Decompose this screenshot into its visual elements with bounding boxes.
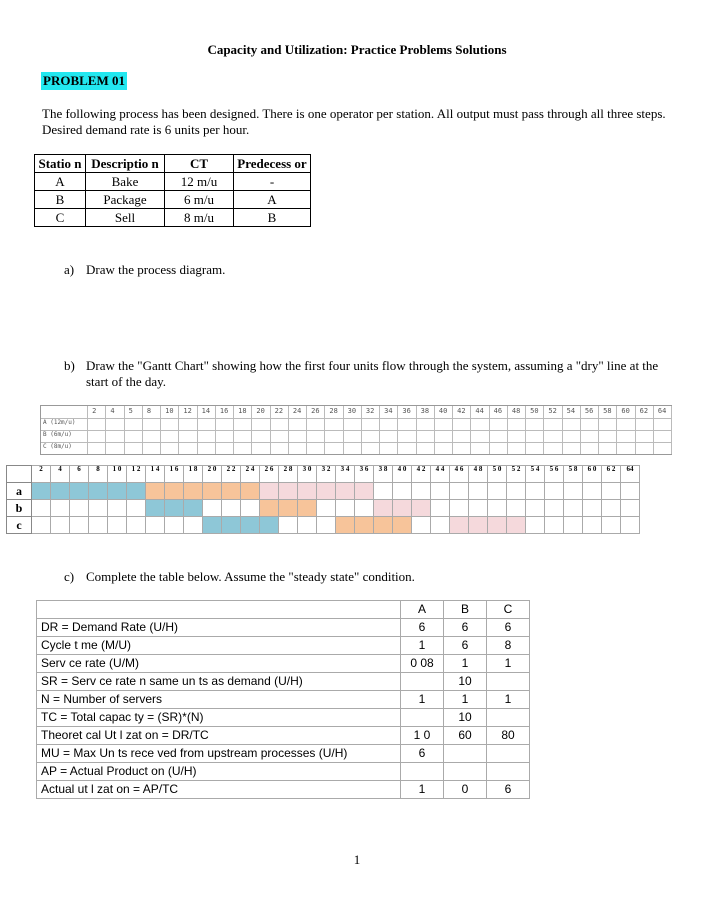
- gantt-tick: 1 0: [108, 466, 127, 483]
- gantt-blank-tick: 14: [201, 407, 211, 415]
- gantt-empty-cell: [222, 500, 241, 517]
- row-label: MU = Max Un ts rece ved from upstream processes (U/H): [37, 745, 401, 763]
- gantt-empty-cell: [583, 517, 602, 534]
- question-b: [64, 358, 676, 390]
- gantt-bar-cell: [450, 517, 469, 534]
- cell: 6: [444, 637, 487, 655]
- gantt-empty-cell: [70, 517, 89, 534]
- gantt-empty-cell: [393, 483, 412, 500]
- gantt-blank-col-line: [288, 406, 289, 454]
- gantt-row: [7, 500, 640, 517]
- gantt-blank-row-label: B (6m/u): [43, 431, 72, 438]
- gantt-blank-col-line: [87, 406, 88, 454]
- gantt-blank-col-line: [653, 406, 654, 454]
- gantt-empty-cell: [431, 517, 450, 534]
- cell: B: [234, 209, 311, 227]
- gantt-bar-cell: [70, 483, 89, 500]
- table-row: [37, 673, 530, 691]
- table-row: [35, 173, 311, 191]
- question-a: [64, 262, 676, 278]
- gantt-tick: 1 8: [184, 466, 203, 483]
- table-row: [37, 619, 530, 637]
- gantt-blank-row-line: [41, 442, 671, 443]
- gantt-blank-tick: 18: [238, 407, 247, 415]
- gantt-tick: 8: [89, 466, 108, 483]
- gantt-empty-cell: [32, 500, 51, 517]
- gantt-empty-cell: [336, 500, 355, 517]
- gantt-corner: [7, 466, 32, 483]
- cell: 6: [487, 781, 530, 799]
- gantt-empty-cell: [545, 517, 564, 534]
- gantt-empty-cell: [355, 500, 374, 517]
- cell: C: [35, 209, 86, 227]
- gantt-bar-cell: [89, 483, 108, 500]
- gantt-bar-cell: [241, 517, 260, 534]
- gantt-blank-row-line: [41, 430, 671, 431]
- table-row: [35, 209, 311, 227]
- question-c-label: c): [64, 569, 75, 584]
- gantt-blank-tick: 12: [183, 407, 192, 415]
- gantt-blank-row-label: C (8m/u): [43, 443, 72, 450]
- gantt-blank-tick: 60: [621, 407, 630, 415]
- gantt-tick: 2 8: [279, 466, 298, 483]
- gantt-empty-cell: [127, 517, 146, 534]
- description-header: Descriptio n: [86, 155, 165, 173]
- cell: 1 0: [401, 727, 444, 745]
- gantt-blank-tick: 8: [146, 407, 152, 415]
- gantt-bar-cell: [298, 500, 317, 517]
- page-title: Capacity and Utilization: Practice Problems Solutions: [207, 42, 507, 57]
- gantt-blank-tick: 56: [584, 407, 594, 415]
- gantt-row: [7, 483, 640, 500]
- gantt-bar-cell: [279, 500, 298, 517]
- gantt-tick: 1 2: [127, 466, 146, 483]
- cell: [444, 763, 487, 781]
- gantt-empty-cell: [412, 483, 431, 500]
- gantt-empty-cell: [146, 517, 165, 534]
- gantt-bar-cell: [412, 500, 431, 517]
- table-row: [35, 191, 311, 209]
- gantt-tick: 1 4: [146, 466, 165, 483]
- cell: 1: [401, 781, 444, 799]
- cell: 1: [401, 691, 444, 709]
- gantt-bar-cell: [146, 483, 165, 500]
- cell: 0 08: [401, 655, 444, 673]
- gantt-bar-cell: [241, 483, 260, 500]
- predecessor-header: Predecess or: [234, 155, 311, 173]
- gantt-blank-col-line: [489, 406, 490, 454]
- gantt-empty-cell: [621, 517, 640, 534]
- gantt-empty-cell: [450, 483, 469, 500]
- gantt-blank-tick: 42: [457, 407, 466, 415]
- gantt-bar-cell: [355, 517, 374, 534]
- gantt-empty-cell: [583, 500, 602, 517]
- gantt-bar-cell: [279, 483, 298, 500]
- gantt-empty-cell: [602, 483, 621, 500]
- gantt-blank-col-line: [580, 406, 581, 454]
- cell: 6: [487, 619, 530, 637]
- calc-header-b: B: [444, 601, 487, 619]
- gantt-bar-cell: [393, 517, 412, 534]
- gantt-empty-cell: [317, 500, 336, 517]
- gantt-empty-cell: [488, 483, 507, 500]
- row-label: AP = Actual Product on (U/H): [37, 763, 401, 781]
- gantt-blank-tick: 52: [548, 407, 557, 415]
- cell: A: [35, 173, 86, 191]
- gantt-blank-col-line: [178, 406, 179, 454]
- gantt-blank-col-line: [470, 406, 471, 454]
- gantt-blank-tick: 38: [420, 407, 430, 415]
- gantt-empty-cell: [165, 517, 184, 534]
- cell: 60: [444, 727, 487, 745]
- cell: 1: [444, 691, 487, 709]
- cell: [487, 709, 530, 727]
- cell: 6 m/u: [165, 191, 234, 209]
- cell: 1: [487, 655, 530, 673]
- gantt-blank-tick: 62: [639, 407, 649, 415]
- row-label: Actual ut l zat on = AP/TC: [37, 781, 401, 799]
- gantt-tick: 5 8: [564, 466, 583, 483]
- gantt-tick: 3 2: [317, 466, 336, 483]
- gantt-blank-tick: 54: [566, 407, 576, 415]
- gantt-blank-tick: 48: [511, 407, 521, 415]
- table-row: [37, 727, 530, 745]
- row-label: Cycle t me (M/U): [37, 637, 401, 655]
- gantt-blank-tick: 32: [365, 407, 375, 415]
- gantt-bar-cell: [51, 483, 70, 500]
- cell: B: [35, 191, 86, 209]
- gantt-tick: 3 4: [336, 466, 355, 483]
- cell: 80: [487, 727, 530, 745]
- intro-paragraph: The following process has been designed. There is one operator per station. All output must pass through all three steps. Desired demand rate is 6 units per hour.: [42, 106, 666, 137]
- gantt-empty-cell: [184, 517, 203, 534]
- gantt-blank-tick: 4: [110, 407, 115, 415]
- page-number: 1: [353, 852, 361, 867]
- gantt-empty-cell: [279, 517, 298, 534]
- cell: -: [234, 173, 311, 191]
- table-row: [37, 691, 530, 709]
- gantt-blank-tick: 24: [292, 407, 302, 415]
- row-label: DR = Demand Rate (U/H): [37, 619, 401, 637]
- cell: Sell: [86, 209, 165, 227]
- gantt-empty-cell: [298, 517, 317, 534]
- station-header: Statio n: [35, 155, 86, 173]
- gantt-blank-col-line: [197, 406, 198, 454]
- gantt-empty-cell: [602, 517, 621, 534]
- gantt-tick: 5 0: [488, 466, 507, 483]
- gantt-empty-cell: [51, 500, 70, 517]
- cell: [401, 763, 444, 781]
- gantt-empty-cell: [431, 500, 450, 517]
- gantt-tick: 4 0: [393, 466, 412, 483]
- gantt-bar-cell: [260, 483, 279, 500]
- question-a-label: a): [64, 262, 75, 277]
- gantt-bar-cell: [393, 500, 412, 517]
- gantt-blank-col-line: [507, 406, 508, 454]
- gantt-bar-cell: [184, 483, 203, 500]
- row-label: Theoret cal Ut l zat on = DR/TC: [37, 727, 401, 745]
- gantt-row-label: c: [7, 517, 32, 534]
- gantt-empty-cell: [241, 500, 260, 517]
- row-label: TC = Total capac ty = (SR)*(N): [37, 709, 401, 727]
- gantt-empty-cell: [545, 500, 564, 517]
- gantt-bar-cell: [184, 500, 203, 517]
- station-table: [34, 154, 311, 227]
- calc-header-c: C: [487, 601, 530, 619]
- gantt-blank-col-line: [215, 406, 216, 454]
- gantt-tick: 1 6: [165, 466, 184, 483]
- gantt-empty-cell: [89, 517, 108, 534]
- gantt-bar-cell: [336, 483, 355, 500]
- calculation-table: [36, 600, 530, 799]
- cell: 1: [401, 637, 444, 655]
- gantt-blank-col-line: [270, 406, 271, 454]
- gantt-empty-cell: [526, 483, 545, 500]
- gantt-empty-cell: [469, 500, 488, 517]
- gantt-bar-cell: [507, 517, 526, 534]
- gantt-tick: 4 4: [431, 466, 450, 483]
- gantt-row-label: a: [7, 483, 32, 500]
- gantt-blank-col-line: [416, 406, 417, 454]
- gantt-empty-cell: [431, 483, 450, 500]
- gantt-empty-cell: [412, 517, 431, 534]
- gantt-empty-cell: [450, 500, 469, 517]
- gantt-empty-cell: [545, 483, 564, 500]
- gantt-blank-tick: 50: [530, 407, 539, 415]
- cell: A: [234, 191, 311, 209]
- gantt-blank-col-line: [251, 406, 252, 454]
- gantt-tick: 2 0: [203, 466, 222, 483]
- gantt-bar-cell: [108, 483, 127, 500]
- cell: 10: [444, 673, 487, 691]
- gantt-bar-cell: [146, 500, 165, 517]
- question-c: [64, 569, 676, 585]
- gantt-bar-cell: [127, 483, 146, 500]
- gantt-blank-col-line: [379, 406, 380, 454]
- gantt-empty-cell: [32, 517, 51, 534]
- gantt-tick: 3 6: [355, 466, 374, 483]
- cell: 6: [444, 619, 487, 637]
- cell: 1: [487, 691, 530, 709]
- gantt-blank-col-line: [562, 406, 563, 454]
- gantt-blank-col-line: [452, 406, 453, 454]
- gantt-empty-cell: [526, 500, 545, 517]
- gantt-empty-cell: [469, 483, 488, 500]
- gantt-blank-col-line: [343, 406, 344, 454]
- gantt-bar-cell: [469, 517, 488, 534]
- cell: Bake: [86, 173, 165, 191]
- gantt-empty-cell: [583, 483, 602, 500]
- gantt-blank-tick: 36: [402, 407, 411, 415]
- table-row: [37, 781, 530, 799]
- gantt-empty-cell: [488, 500, 507, 517]
- gantt-blank-col-line: [671, 406, 672, 454]
- gantt-empty-cell: [507, 500, 526, 517]
- question-b-label: b): [64, 358, 75, 373]
- row-label: Serv ce rate (U/M): [37, 655, 401, 673]
- cell: [401, 673, 444, 691]
- cell: 0: [444, 781, 487, 799]
- gantt-blank-col-line: [306, 406, 307, 454]
- question-b-text: Draw the "Gantt Chart" showing how the first four units flow through the system, assuming a "dry" line at the start of the day.: [86, 358, 659, 389]
- gantt-tick: 4 2: [412, 466, 431, 483]
- gantt-bar-cell: [298, 483, 317, 500]
- filled-gantt-chart: [6, 465, 640, 534]
- gantt-blank-tick: 46: [493, 407, 503, 415]
- gantt-tick: 4: [51, 466, 70, 483]
- gantt-empty-cell: [374, 483, 393, 500]
- gantt-tick: 4 6: [450, 466, 469, 483]
- gantt-bar-cell: [355, 483, 374, 500]
- gantt-blank-tick: 34: [384, 407, 393, 415]
- gantt-tick: 6: [70, 466, 89, 483]
- gantt-tick: 64: [621, 466, 640, 483]
- gantt-blank-tick: 20: [256, 407, 265, 415]
- table-row: [37, 709, 530, 727]
- gantt-empty-cell: [108, 500, 127, 517]
- gantt-tick: 5 2: [507, 466, 526, 483]
- gantt-blank-tick: 28: [329, 407, 338, 415]
- cell: [487, 673, 530, 691]
- gantt-bar-cell: [260, 517, 279, 534]
- gantt-blank-tick: 10: [165, 407, 174, 415]
- row-label: SR = Serv ce rate n same un ts as demand (U/H): [37, 673, 401, 691]
- gantt-bar-cell: [203, 517, 222, 534]
- cell: 10: [444, 709, 487, 727]
- gantt-bar-cell: [32, 483, 51, 500]
- gantt-empty-cell: [526, 517, 545, 534]
- cell: [487, 745, 530, 763]
- gantt-empty-cell: [51, 517, 70, 534]
- gantt-blank-col-line: [142, 406, 143, 454]
- gantt-tick: 3 0: [298, 466, 317, 483]
- calc-header-blank: [37, 601, 401, 619]
- gantt-blank-col-line: [397, 406, 398, 454]
- gantt-blank-col-line: [105, 406, 106, 454]
- gantt-bar-cell: [222, 483, 241, 500]
- gantt-tick: 2 2: [222, 466, 241, 483]
- calc-header-a: A: [401, 601, 444, 619]
- gantt-empty-cell: [621, 500, 640, 517]
- gantt-bar-cell: [374, 500, 393, 517]
- gantt-bar-cell: [488, 517, 507, 534]
- gantt-bar-cell: [165, 483, 184, 500]
- gantt-tick: 2: [32, 466, 51, 483]
- cell: [401, 709, 444, 727]
- table-row: [37, 745, 530, 763]
- gantt-empty-cell: [89, 500, 108, 517]
- gantt-blank-col-line: [598, 406, 599, 454]
- cell: 6: [401, 745, 444, 763]
- gantt-empty-cell: [203, 500, 222, 517]
- cell: 12 m/u: [165, 173, 234, 191]
- cell: 8 m/u: [165, 209, 234, 227]
- gantt-empty-cell: [70, 500, 89, 517]
- question-c-text: Complete the table below. Assume the "steady state" condition.: [86, 569, 415, 584]
- gantt-tick: 2 6: [260, 466, 279, 483]
- gantt-blank-tick: 58: [603, 407, 612, 415]
- gantt-empty-cell: [564, 483, 583, 500]
- gantt-bar-cell: [374, 517, 393, 534]
- gantt-row-label: b: [7, 500, 32, 517]
- gantt-blank-tick: 40: [438, 407, 448, 415]
- cell: [444, 745, 487, 763]
- gantt-blank-row-line: [41, 418, 671, 419]
- gantt-row: [7, 517, 640, 534]
- gantt-bar-cell: [260, 500, 279, 517]
- gantt-tick: 4 8: [469, 466, 488, 483]
- gantt-blank-col-line: [324, 406, 325, 454]
- gantt-tick: 3 8: [374, 466, 393, 483]
- table-row: [37, 655, 530, 673]
- gantt-bar-cell: [222, 517, 241, 534]
- gantt-bar-cell: [317, 483, 336, 500]
- question-a-text: Draw the process diagram.: [86, 262, 226, 277]
- gantt-blank-tick: 44: [475, 407, 484, 415]
- gantt-blank-col-line: [543, 406, 544, 454]
- cell: [487, 763, 530, 781]
- gantt-empty-cell: [621, 483, 640, 500]
- gantt-blank-tick: 22: [274, 407, 284, 415]
- gantt-blank-tick: 5: [128, 407, 133, 415]
- cell: 1: [444, 655, 487, 673]
- gantt-empty-cell: [564, 517, 583, 534]
- gantt-bar-cell: [203, 483, 222, 500]
- gantt-empty-cell: [564, 500, 583, 517]
- gantt-blank-col-line: [124, 406, 125, 454]
- gantt-blank-tick: 64: [657, 407, 667, 415]
- gantt-blank-tick: 26: [311, 407, 320, 415]
- gantt-blank-row-label: A (12m/u): [43, 419, 76, 426]
- gantt-blank-col-line: [635, 406, 636, 454]
- gantt-tick: 2 4: [241, 466, 260, 483]
- gantt-blank-col-line: [434, 406, 435, 454]
- gantt-blank-col-line: [361, 406, 362, 454]
- gantt-blank-tick: 2: [92, 407, 97, 415]
- gantt-blank-col-line: [525, 406, 526, 454]
- gantt-blank-col-line: [160, 406, 161, 454]
- gantt-tick: 6 0: [583, 466, 602, 483]
- gantt-empty-cell: [317, 517, 336, 534]
- problem-label: PROBLEM 01: [43, 73, 125, 88]
- gantt-empty-cell: [127, 500, 146, 517]
- cell: Package: [86, 191, 165, 209]
- cell: 8: [487, 637, 530, 655]
- gantt-empty-cell: [108, 517, 127, 534]
- cell: 6: [401, 619, 444, 637]
- gantt-blank-col-line: [233, 406, 234, 454]
- row-label: N = Number of servers: [37, 691, 401, 709]
- gantt-empty-cell: [602, 500, 621, 517]
- gantt-blank-tick: 16: [219, 407, 229, 415]
- gantt-tick: 5 4: [526, 466, 545, 483]
- table-row: [37, 763, 530, 781]
- ct-header: CT: [165, 155, 234, 173]
- table-row: [37, 637, 530, 655]
- gantt-bar-cell: [336, 517, 355, 534]
- blank-gantt-chart: [40, 405, 672, 455]
- gantt-tick: 6 2: [602, 466, 621, 483]
- gantt-empty-cell: [507, 483, 526, 500]
- gantt-tick: 5 6: [545, 466, 564, 483]
- gantt-blank-tick: 30: [347, 407, 357, 415]
- gantt-blank-col-line: [616, 406, 617, 454]
- gantt-bar-cell: [165, 500, 184, 517]
